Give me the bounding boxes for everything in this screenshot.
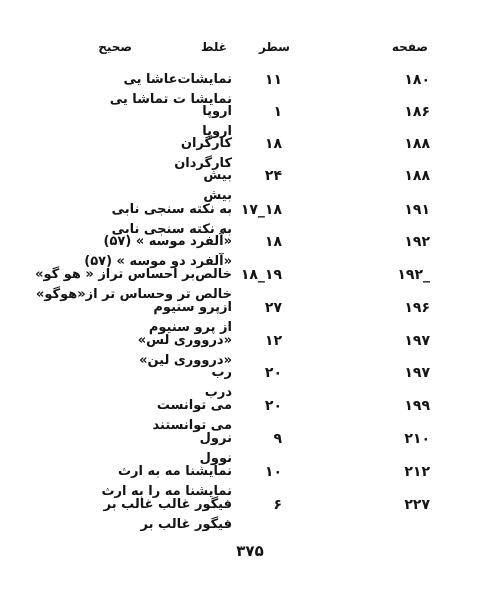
row-page: ۱۹۷ <box>404 365 430 381</box>
row-page: ۱۹۷ <box>404 333 430 349</box>
row-wrong: نمایشنا مه به ارث <box>117 464 232 479</box>
row-page: ۱۸۰ <box>404 72 430 88</box>
row-line: ۱۸_۱۷ <box>240 202 282 218</box>
row-page: ۱۸۶ <box>404 104 430 120</box>
row-wrong: رب <box>211 365 232 380</box>
row-page: ۱۹۶ <box>404 300 430 316</box>
row-right: نوول <box>199 451 232 466</box>
row-right: از پرو سنیوم <box>148 320 232 335</box>
row-right: اروپا <box>202 124 232 139</box>
row-page: ۲۱۰ <box>404 431 430 447</box>
row-line: ۲۷ <box>264 300 282 316</box>
row-wrong: خالص‌بر احساس تراز « هو گو» <box>35 267 232 282</box>
errata-row <box>0 497 500 537</box>
row-line: ۶ <box>273 497 282 513</box>
row-right: نمایشنا مه را به ارث <box>101 484 232 499</box>
row-line: ۲۰ <box>264 398 282 414</box>
row-wrong: نمایشات‌عاشا یی <box>123 72 232 87</box>
row-page: ۱۹۲ <box>404 234 430 250</box>
row-line: ۱ <box>273 104 282 120</box>
row-right: درب <box>204 385 232 400</box>
row-line: ۱۹_۱۸ <box>240 267 282 283</box>
row-page: ۱۸۸ <box>404 168 430 184</box>
row-right: نمایشا ت تماشا یی <box>109 92 232 107</box>
row-wrong: ازپرو سنیوم <box>153 300 232 315</box>
header-page: صفحه <box>391 40 428 54</box>
row-wrong: نرول <box>199 431 232 446</box>
row-wrong: می توانست <box>156 398 232 413</box>
row-wrong: بیش <box>203 168 232 183</box>
header-right: صحیح <box>98 40 132 54</box>
row-wrong: «آلفرد موسه » (۵۷) <box>103 234 232 249</box>
row-line: ۱۰ <box>264 464 282 480</box>
row-line: ۱۸ <box>264 136 282 152</box>
row-line: ۱۸ <box>264 234 282 250</box>
row-line: ۲۰ <box>264 365 282 381</box>
row-wrong: فیگور غالب غالب بر <box>103 497 232 512</box>
page-number: ۳۷۵ <box>236 542 264 560</box>
row-right: «آلفرد دو موسه » (۵۷) <box>84 254 232 269</box>
row-right: «درووری لین» <box>139 353 232 368</box>
row-wrong: کارگران <box>180 136 232 151</box>
row-wrong: «درووری لس» <box>137 333 232 348</box>
row-page: _۱۹۲ <box>397 267 430 283</box>
row-line: ۲۴ <box>264 168 282 184</box>
row-page: ۲۲۷ <box>404 497 430 513</box>
row-page: ۱۹۱ <box>404 202 430 218</box>
row-page: ۱۹۹ <box>404 398 430 414</box>
header-line: سطر <box>259 40 290 54</box>
row-line: ۹ <box>273 431 282 447</box>
row-right: فیگور غالب بر <box>140 517 232 532</box>
row-line: ۱۱ <box>264 72 282 88</box>
row-right: می توانستند <box>152 418 232 433</box>
row-wrong: اروپا <box>202 104 232 119</box>
row-right: به نکته سنجی نابی <box>111 222 232 237</box>
row-line: ۱۲ <box>264 333 282 349</box>
row-wrong: به نکته سنجی نابی <box>111 202 232 217</box>
header-wrong: غلط <box>201 40 227 54</box>
row-right: کارگردان <box>174 156 232 171</box>
row-page: ۱۸۸ <box>404 136 430 152</box>
row-right: بیش <box>203 188 232 203</box>
row-page: ۲۱۲ <box>404 464 430 480</box>
row-right: خالص تر وحساس تر از«هوگو» <box>35 287 232 302</box>
